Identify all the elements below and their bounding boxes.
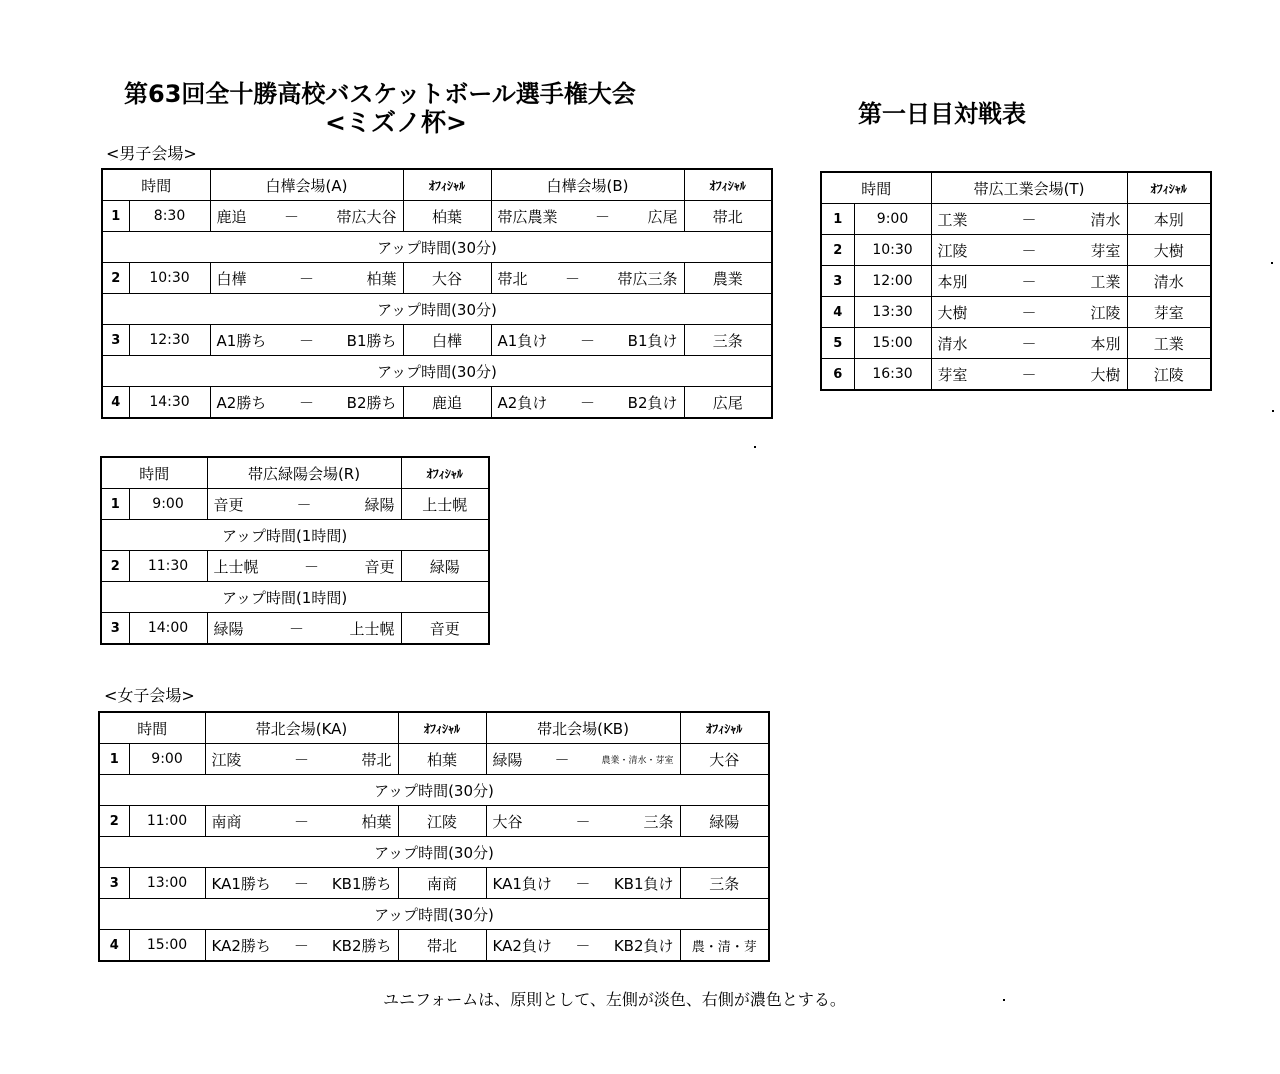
game-number: 2: [821, 235, 854, 266]
match-cell: [207, 613, 401, 645]
official-team: 農業: [684, 263, 772, 294]
official-team: 農・清・芽: [680, 930, 769, 962]
header-venue-kb: 帯北会場(KB): [486, 712, 680, 744]
official-team: 緑陽: [680, 806, 769, 837]
away-team: B2負け: [627, 393, 678, 412]
home-team: 江陵: [211, 750, 242, 769]
game-time: 14:00: [129, 613, 207, 645]
table-row: [102, 325, 772, 356]
away-team: B1勝ち: [346, 331, 397, 350]
table-row: [101, 551, 489, 582]
versus-dash: －: [296, 495, 312, 514]
home-team: KA1勝ち: [211, 874, 271, 893]
matchup: [938, 240, 1121, 261]
warmup-row: [102, 232, 772, 263]
matchup: [938, 333, 1121, 354]
warmup-time: アップ時間(1時間): [101, 582, 489, 613]
official-team: 帯北: [684, 201, 772, 232]
game-number: 1: [99, 744, 129, 775]
matchup: [498, 392, 678, 413]
header-official-a: ｵﾌｨｼｬﾙ: [403, 169, 491, 201]
matchup: [214, 618, 395, 639]
document-subtitle: <ミズノ杯>: [325, 108, 467, 137]
shirakaba-schedule-table: [101, 168, 773, 419]
matchup: [212, 873, 392, 894]
match-cell: [491, 263, 684, 294]
game-time: 8:30: [129, 201, 210, 232]
away-team: B1負け: [627, 331, 678, 350]
matchup: [214, 556, 395, 577]
official-team: 大谷: [403, 263, 491, 294]
game-time: 9:00: [129, 489, 207, 520]
home-team: 帯広農業: [497, 207, 558, 226]
match-cell: [205, 868, 398, 899]
matchup: [212, 811, 392, 832]
home-team: 白樺: [216, 269, 247, 288]
game-number: 2: [102, 263, 129, 294]
official-team: 音更: [401, 613, 489, 645]
official-team: 柏葉: [398, 744, 486, 775]
away-team: 工業: [1090, 272, 1121, 291]
versus-dash: －: [1021, 303, 1037, 322]
warmup-row: [101, 582, 489, 613]
home-team: 緑陽: [492, 750, 523, 769]
document-title: 第63回全十勝高校バスケットボール選手権大会: [124, 80, 636, 108]
table-row: [821, 359, 1211, 391]
away-team: 大樹: [1090, 365, 1121, 384]
away-team: 音更: [364, 557, 395, 576]
table-row: [821, 297, 1211, 328]
match-cell: [210, 263, 403, 294]
matchup: [493, 935, 674, 956]
matchup: [214, 494, 395, 515]
obihoku-schedule-table: [98, 711, 770, 962]
official-team: 工業: [1127, 328, 1211, 359]
match-cell: [486, 744, 680, 775]
home-team: A2負け: [497, 393, 548, 412]
game-time: 12:30: [129, 325, 210, 356]
scan-speck: [1271, 262, 1273, 264]
official-team: 鹿追: [403, 387, 491, 419]
match-cell: [210, 325, 403, 356]
official-team: 三条: [684, 325, 772, 356]
versus-dash: －: [579, 393, 595, 412]
away-team: 上士幌: [349, 619, 395, 638]
match-cell: [931, 359, 1127, 391]
header-venue-r: 帯広緑陽会場(R): [207, 457, 401, 489]
matchup: [498, 330, 678, 351]
game-time: 13:00: [129, 868, 205, 899]
ryokuyo-schedule-table: [100, 456, 490, 645]
home-team: KA2負け: [492, 936, 552, 955]
game-number: 3: [99, 868, 129, 899]
home-team: 音更: [213, 495, 244, 514]
versus-dash: －: [575, 936, 591, 955]
header-time: 時間: [101, 457, 207, 489]
home-team: 鹿追: [216, 207, 247, 226]
match-cell: [491, 387, 684, 419]
header-venue-ka: 帯北会場(KA): [205, 712, 398, 744]
table-row: [99, 744, 769, 775]
matchup: [217, 206, 397, 227]
uniform-note: ユニフォームは、原則として、左側が淡色、右側が濃色とする。: [383, 990, 846, 1009]
versus-dash: －: [565, 269, 581, 288]
warmup-row: [101, 520, 489, 551]
away-team: KB2負け: [613, 936, 674, 955]
game-time: 15:00: [854, 328, 931, 359]
scan-speck: [754, 446, 756, 448]
game-number: 4: [99, 930, 129, 962]
table-row: [99, 930, 769, 962]
match-cell: [931, 204, 1127, 235]
home-team: KA1負け: [492, 874, 552, 893]
home-team: 清水: [937, 334, 968, 353]
match-cell: [205, 744, 398, 775]
match-cell: [486, 930, 680, 962]
match-cell: [210, 387, 403, 419]
match-cell: [491, 201, 684, 232]
game-time: 11:00: [129, 806, 205, 837]
game-time: 10:30: [129, 263, 210, 294]
official-team: 大谷: [680, 744, 769, 775]
matchup: [212, 935, 392, 956]
matchup: [938, 271, 1121, 292]
warmup-time: アップ時間(30分): [99, 837, 769, 868]
game-time: 11:30: [129, 551, 207, 582]
warmup-time: アップ時間(30分): [102, 294, 772, 325]
game-number: 1: [101, 489, 129, 520]
away-team: 農業・清水・芽室: [601, 755, 674, 766]
match-cell: [207, 489, 401, 520]
official-team: 大樹: [1127, 235, 1211, 266]
away-team: 柏葉: [366, 269, 397, 288]
table-row: [99, 868, 769, 899]
game-number: 5: [821, 328, 854, 359]
away-team: 江陵: [1090, 303, 1121, 322]
versus-dash: －: [1021, 241, 1037, 260]
home-team: 上士幌: [213, 557, 259, 576]
game-time: 10:30: [854, 235, 931, 266]
away-team: B2勝ち: [346, 393, 397, 412]
header-official-r: ｵﾌｨｼｬﾙ: [401, 457, 489, 489]
table-row: [99, 806, 769, 837]
men-venue-label: <男子会場>: [106, 144, 197, 163]
game-number: 3: [101, 613, 129, 645]
matchup: [938, 302, 1121, 323]
home-team: A2勝ち: [216, 393, 267, 412]
home-team: 本別: [937, 272, 968, 291]
official-team: 上士幌: [401, 489, 489, 520]
versus-dash: －: [575, 874, 591, 893]
home-team: A1負け: [497, 331, 548, 350]
header-official-kb: ｵﾌｨｼｬﾙ: [680, 712, 769, 744]
game-time: 16:30: [854, 359, 931, 391]
home-team: 工業: [937, 210, 968, 229]
versus-dash: －: [575, 812, 591, 831]
versus-dash: －: [1021, 272, 1037, 291]
table-row: [821, 328, 1211, 359]
table-row: [821, 266, 1211, 297]
official-team: 江陵: [1127, 359, 1211, 391]
match-cell: [931, 328, 1127, 359]
versus-dash: －: [1021, 365, 1037, 384]
game-time: 13:30: [854, 297, 931, 328]
matchup: [498, 268, 678, 289]
header-venue-a: 白樺会場(A): [210, 169, 403, 201]
match-cell: [931, 266, 1127, 297]
game-number: 1: [821, 204, 854, 235]
home-team: 芽室: [937, 365, 968, 384]
game-number: 1: [102, 201, 129, 232]
official-team: 緑陽: [401, 551, 489, 582]
away-team: KB1負け: [613, 874, 674, 893]
home-team: 南商: [211, 812, 242, 831]
away-team: 帯広大谷: [336, 207, 397, 226]
home-team: 緑陽: [213, 619, 244, 638]
warmup-row: [102, 356, 772, 387]
versus-dash: －: [595, 207, 611, 226]
warmup-time: アップ時間(30分): [99, 775, 769, 806]
versus-dash: －: [1021, 210, 1037, 229]
warmup-time: アップ時間(1時間): [101, 520, 489, 551]
header-venue-b: 白樺会場(B): [491, 169, 684, 201]
match-cell: [486, 868, 680, 899]
warmup-row: [99, 837, 769, 868]
versus-dash: －: [298, 393, 314, 412]
header-official-b: ｵﾌｨｼｬﾙ: [684, 169, 772, 201]
table-row: [821, 204, 1211, 235]
versus-dash: －: [294, 812, 310, 831]
header-venue-t: 帯広工業会場(T): [931, 172, 1127, 204]
header-time: 時間: [821, 172, 931, 204]
table-row: [102, 263, 772, 294]
matchup: [217, 268, 397, 289]
official-team: 清水: [1127, 266, 1211, 297]
home-team: A1勝ち: [216, 331, 267, 350]
official-team: 江陵: [398, 806, 486, 837]
women-venue-label: <女子会場>: [104, 686, 195, 705]
match-cell: [931, 235, 1127, 266]
versus-dash: －: [293, 874, 309, 893]
match-cell: [205, 930, 398, 962]
match-cell: [205, 806, 398, 837]
away-team: KB2勝ち: [331, 936, 392, 955]
matchup: [493, 811, 674, 832]
matchup: [938, 209, 1121, 230]
away-team: 帯北: [361, 750, 392, 769]
game-number: 2: [99, 806, 129, 837]
home-team: 江陵: [937, 241, 968, 260]
matchup: [493, 749, 674, 770]
match-cell: [491, 325, 684, 356]
table-row: [821, 235, 1211, 266]
scan-speck: [1272, 410, 1274, 412]
scan-speck: [1003, 999, 1005, 1001]
versus-dash: －: [284, 207, 300, 226]
schedule-heading: 第一日目対戦表: [858, 100, 1026, 128]
table-row: [102, 387, 772, 419]
away-team: KB1勝ち: [331, 874, 392, 893]
away-team: 広尾: [647, 207, 678, 226]
header-time: 時間: [99, 712, 205, 744]
matchup: [212, 749, 392, 770]
table-row: [101, 613, 489, 645]
match-cell: [486, 806, 680, 837]
home-team: KA2勝ち: [211, 936, 271, 955]
away-team: 本別: [1090, 334, 1121, 353]
official-team: 柏葉: [403, 201, 491, 232]
versus-dash: －: [554, 750, 570, 769]
match-cell: [207, 551, 401, 582]
official-team: 白樺: [403, 325, 491, 356]
warmup-time: アップ時間(30分): [102, 232, 772, 263]
matchup: [217, 392, 397, 413]
matchup: [498, 206, 678, 227]
away-team: 芽室: [1090, 241, 1121, 260]
away-team: 帯広三条: [617, 269, 678, 288]
kogyo-schedule-table: [820, 171, 1212, 391]
away-team: 三条: [643, 812, 674, 831]
away-team: 柏葉: [361, 812, 392, 831]
official-team: 南商: [398, 868, 486, 899]
matchup: [938, 364, 1121, 385]
game-number: 6: [821, 359, 854, 391]
game-number: 4: [102, 387, 129, 419]
warmup-row: [99, 775, 769, 806]
official-team: 本別: [1127, 204, 1211, 235]
match-cell: [210, 201, 403, 232]
home-team: 大樹: [937, 303, 968, 322]
matchup: [493, 873, 674, 894]
away-team: 緑陽: [364, 495, 395, 514]
warmup-time: アップ時間(30分): [99, 899, 769, 930]
header-official-ka: ｵﾌｨｼｬﾙ: [398, 712, 486, 744]
game-time: 9:00: [129, 744, 205, 775]
versus-dash: －: [294, 750, 310, 769]
warmup-row: [99, 899, 769, 930]
versus-dash: －: [579, 331, 595, 350]
versus-dash: －: [293, 936, 309, 955]
table-row: [101, 489, 489, 520]
official-team: 広尾: [684, 387, 772, 419]
table-row: [102, 201, 772, 232]
game-number: 3: [821, 266, 854, 297]
game-number: 4: [821, 297, 854, 328]
versus-dash: －: [299, 269, 315, 288]
official-team: 三条: [680, 868, 769, 899]
warmup-time: アップ時間(30分): [102, 356, 772, 387]
official-team: 芽室: [1127, 297, 1211, 328]
match-cell: [931, 297, 1127, 328]
versus-dash: －: [1021, 334, 1037, 353]
game-time: 9:00: [854, 204, 931, 235]
game-number: 2: [101, 551, 129, 582]
game-time: 14:30: [129, 387, 210, 419]
game-time: 15:00: [129, 930, 205, 962]
header-official-t: ｵﾌｨｼｬﾙ: [1127, 172, 1211, 204]
matchup: [217, 330, 397, 351]
game-number: 3: [102, 325, 129, 356]
official-team: 帯北: [398, 930, 486, 962]
away-team: 清水: [1090, 210, 1121, 229]
versus-dash: －: [304, 557, 320, 576]
header-time: 時間: [102, 169, 210, 201]
home-team: 大谷: [492, 812, 523, 831]
versus-dash: －: [298, 331, 314, 350]
home-team: 帯北: [497, 269, 528, 288]
game-time: 12:00: [854, 266, 931, 297]
warmup-row: [102, 294, 772, 325]
versus-dash: －: [289, 619, 305, 638]
